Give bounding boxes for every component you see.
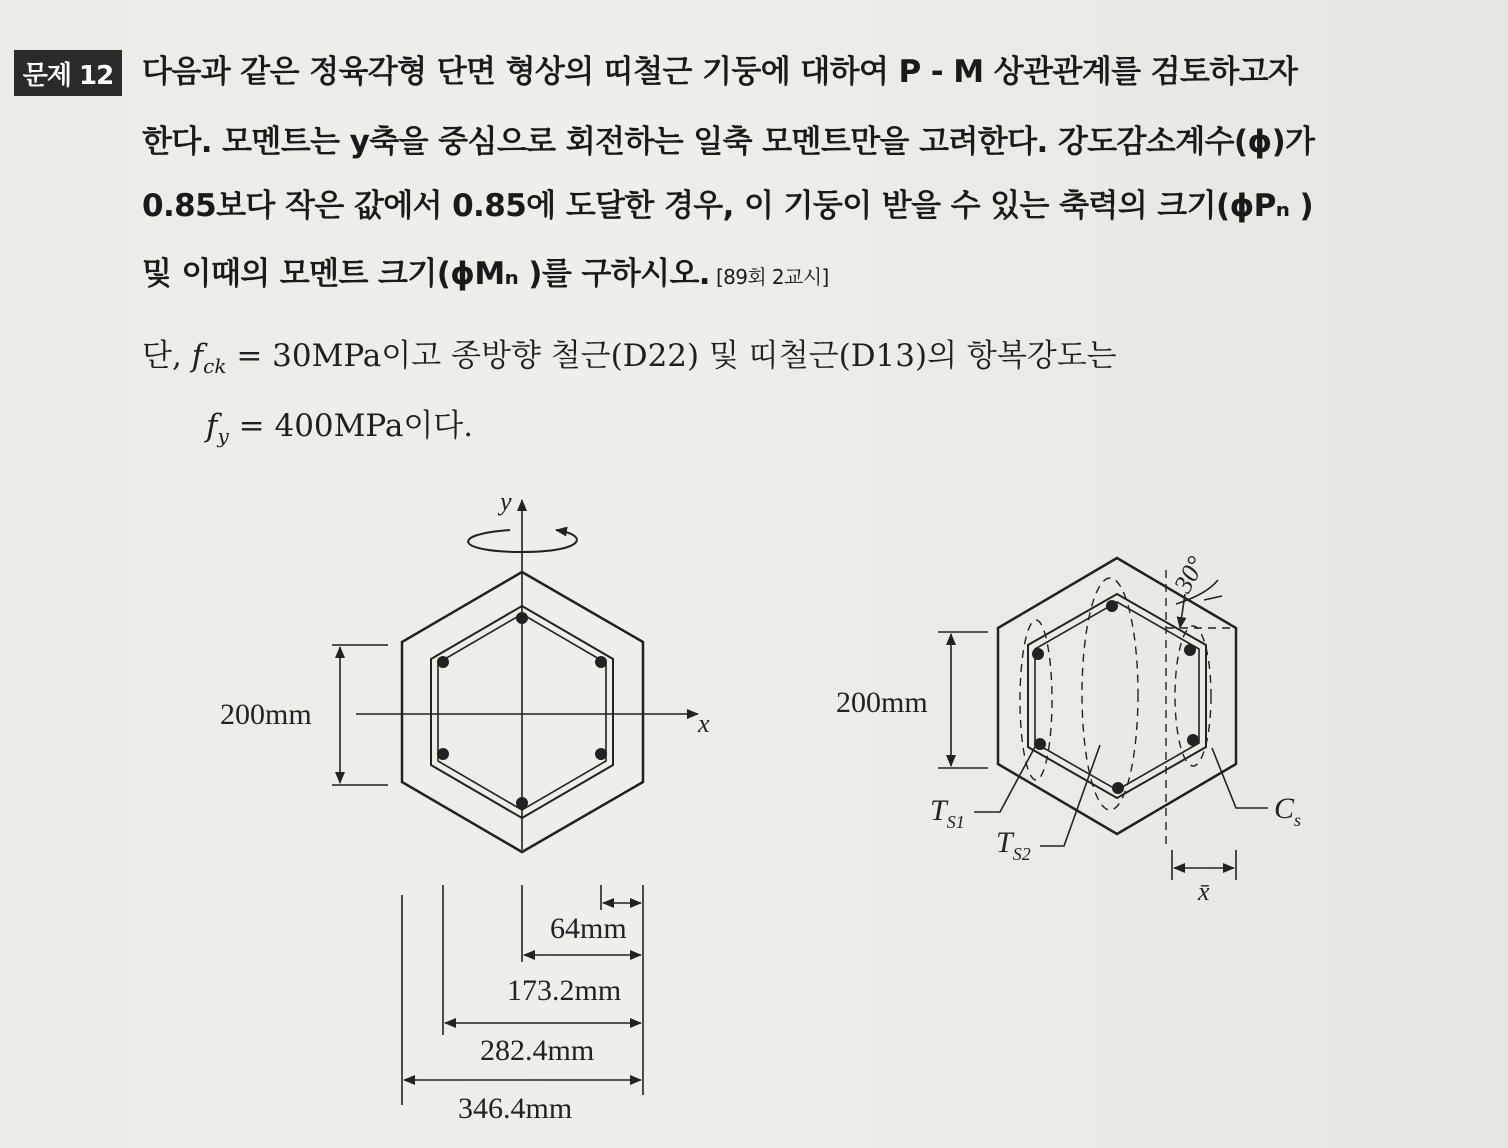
given-line-1: 단, $f_{ck} = 30MPa$이고 종방향 철근(D22) 및 띠철근(D13)의 항복강도는	[142, 338, 1117, 379]
tie-inner-right	[1035, 602, 1199, 790]
cs-label: $C_s$	[1274, 792, 1302, 830]
xbar-label: x̄	[1198, 877, 1210, 906]
left-column-section	[332, 500, 698, 1105]
left-dim-height: 200mm	[220, 698, 312, 731]
right-column-section	[938, 558, 1268, 880]
ts1-label: $T_{S1}$	[930, 794, 965, 832]
dim-282mm: 282.4mm	[480, 1034, 595, 1067]
y-axis-label: y	[500, 487, 512, 516]
fck-symbol: f	[191, 338, 204, 374]
dashed-stress-zones	[1020, 570, 1236, 850]
dim-173mm: 173.2mm	[507, 974, 622, 1007]
fy-symbol: f	[206, 408, 218, 444]
problem-line-3: 0.85보다 작은 값에서 0.85에 도달한 경우, 이 기둥이 받을 수 있는 축력의 크기(ϕPₙ )	[142, 188, 1314, 224]
problem-line-4-text: 및 이때의 모멘트 크기(ϕMₙ )를 구하시오.	[142, 256, 710, 292]
ts2-label: $T_{S2}$	[996, 826, 1031, 864]
x-axis-label: x	[698, 709, 710, 738]
problem-line-2: 한다. 모멘트는 y축을 중심으로 회전하는 일축 모멘트만을 고려한다. 강도감소계수(ϕ)가	[142, 124, 1315, 160]
given-line-1-rest: = 30MPa이고 종방향 철근(D22) 및 띠철근(D13)의 항복강도는	[226, 338, 1117, 374]
given-line-2-rest: = 400MPa이다.	[228, 408, 474, 444]
problem-line-1: 다음과 같은 정육각형 단면 형상의 띠철근 기둥에 대하여 P - M 상관관계를 검토하고자	[142, 54, 1298, 90]
tie-outer-right	[1028, 594, 1206, 798]
dim-346mm: 346.4mm	[458, 1092, 573, 1125]
problem-badge: 문제 12	[14, 50, 122, 96]
right-dim-height: 200mm	[836, 686, 928, 719]
angle-label: 30°	[1168, 551, 1211, 598]
given-line-2: $f_y = 400MPa$이다.	[206, 408, 474, 449]
dim-64mm: 64mm	[550, 912, 627, 945]
exam-source: [89회 2교시]	[715, 265, 829, 289]
